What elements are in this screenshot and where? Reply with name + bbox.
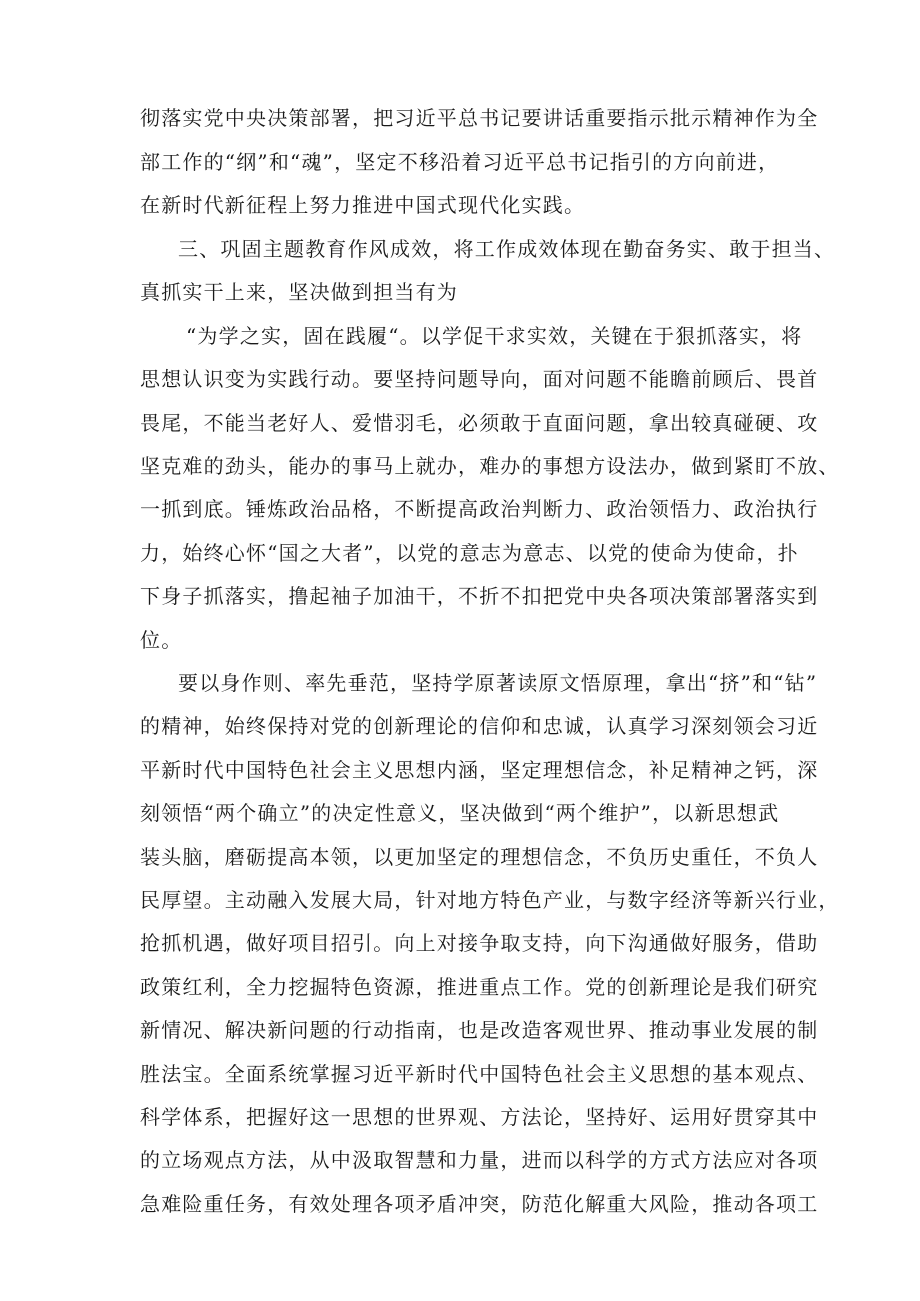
text-line: 新情况、解决新问题的行动指南，也是改造客观世界、推动事业发展的制 bbox=[140, 1018, 819, 1042]
text-line: 平新时代中国特色社会主义思想内涵，坚定理想信念，补足精神之钙，深 bbox=[140, 758, 819, 782]
text-line: 的立场观点方法，从中汲取智慧和力量，进而以科学的方式方法应对各项 bbox=[140, 1148, 819, 1172]
text-line: 刻领悟“两个确立”的决定性意义，坚决做到“两个维护”，以新思想武 bbox=[140, 801, 780, 825]
text-line: 下身子抓落实，撸起袖子加油干，不折不扣把党中央各项决策部署落实到 bbox=[140, 584, 819, 608]
text-line: 力，始终心怀“国之大者”，以党的意志为意志、以党的使命为使命，扑 bbox=[140, 541, 799, 565]
text-line: 科学体系，把握好这一思想的世界观、方法论，坚持好、运用好贯穿其中 bbox=[140, 1105, 819, 1129]
text-line: 的精神，始终保持对党的创新理论的信仰和忠诚，认真学习深刻领会习近 bbox=[140, 714, 819, 738]
text-line: “为学之实，固在践履“。以学促干求实效，关键在于狠抓落实，将 bbox=[186, 324, 803, 348]
text-line: 坚克难的劲头，能办的事马上就办，难办的事想方设法办，做到紧盯不放、 bbox=[140, 454, 840, 478]
text-line: 一抓到底。锤炼政治品格，不断提高政治判断力、政治领悟力、政治执行 bbox=[140, 497, 819, 521]
text-line: 畏尾，不能当老好人、爱惜羽毛，必须敢于直面问题，拿出较真碰硬、攻 bbox=[140, 411, 819, 435]
text-line: 要以身作则、率先垂范，坚持学原著读原文悟原理，拿出“挤”和“钻” bbox=[178, 671, 818, 695]
text-line: 胜法宝。全面系统掌握习近平新时代中国特色社会主义思想的基本观点、 bbox=[140, 1062, 819, 1086]
section-heading-line: 三、巩固主题教育作风成效，将工作成效体现在勤奋务实、敢于担当、 bbox=[178, 237, 836, 261]
text-line: 急难险重任务，有效处理各项矛盾冲突，防范化解重大风险，推动各项工 bbox=[140, 1192, 819, 1216]
text-line: 政策红利，全力挖掘特色资源，推进重点工作。党的创新理论是我们研究 bbox=[140, 975, 819, 999]
text-line: 彻落实党中央决策部署，把习近平总书记要讲话重要指示批示精神作为全 bbox=[140, 106, 819, 130]
text-line: 民厚望。主动融入发展大局，针对地方特色产业，与数字经济等新兴行业， bbox=[140, 888, 840, 912]
text-line: 部工作的“纲”和“魂”，坚定不移沿着习近平总书记指引的方向前进， bbox=[140, 150, 780, 174]
text-line: 抢抓机遇，做好项目招引。向上对接争取支持，向下沟通做好服务，借助 bbox=[140, 931, 819, 955]
text-line: 在新时代新征程上努力推进中国式现代化实践。 bbox=[140, 193, 586, 217]
section-heading-line: 真抓实干上来，坚决做到担当有为 bbox=[140, 280, 458, 304]
text-line: 装头脑，磨砺提高本领，以更加坚定的理想信念，不负历史重任，不负人 bbox=[140, 845, 819, 869]
text-line: 思想认识变为实践行动。要坚持问题导向，面对问题不能瞻前顾后、畏首 bbox=[140, 367, 819, 391]
text-line: 位。 bbox=[140, 628, 183, 652]
